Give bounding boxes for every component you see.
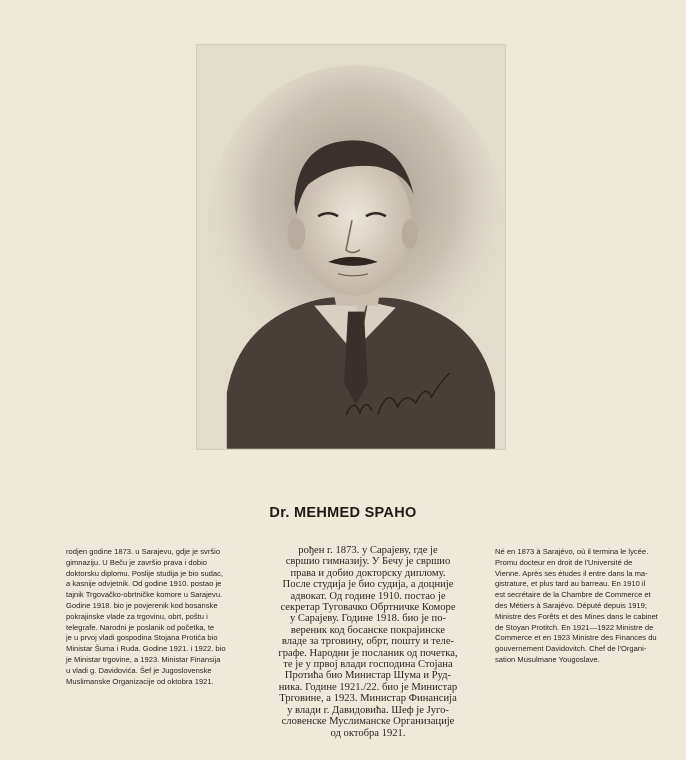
- portrait-engraving-icon: [197, 45, 505, 449]
- biography-cyrillic: рођен г. 1873. у Сарајеву, где је свршио гимназију. У Бечу је свршио права и добио докторску диплому. После студија је био судија, а доцније адвокат. Од године 1910. постао је секретар Туговачко Обртничке Коморе у Сарајеву. Године 1918. био је по- вереник код босанске покрајинске владе за трговину, обрт, пошту и теле- графе. Народни је посланик од почетка, те је у првој влади господина Стојана Протића био Министар Шума и Руд- ника. Године 1921./22. био је Министар Трговине, а 1923. Министар Финансија у влади г. Давидовића. Шеф је Југо- словенске Муслиманске Организације од октобра 1921.: [278, 545, 458, 739]
- page-title: Dr. MEHMED SPAHO: [269, 505, 417, 521]
- portrait-photo: [196, 44, 506, 450]
- biography-croatian: rodjen godine 1873. u Sarajevu, gdje je svršio gimnaziju. U Beču je završio prava i dobio doktorsku diplomu. Poslije studija je bio sudac, a kasnije odvjetnik. Od godine 1910. postao je tajnik Trgovačko-obrtničke komore u Sarajevu. Godine 1918. bio je povjerenik kod bosanske pokrajinske vlade za trgovinu, obrt, poštu i telegrafe. Narodni je poslanik od početka, te je u prvoj vladi gospodina Stojana Protića bio Ministar Šuma i Ruda. Godine 1921. i 1922. bio je Ministar trgovine, a 1923. Ministar Finansija u vladi g. Davidovića. Šef je Jugoslovenske Muslimanske Organizacije od oktobra 1921.: [66, 547, 226, 686]
- biography-french: Né en 1873 à Sarajévo, où il termina le lycée. Promu docteur en droit de l'Université de Vienne. Après ses études il entre dans la ma- gistrature, et plus tard au barreau. En 1910 il est secrétaire de la Chambre de Commerce et des Métiers à Sarajévo. Député depuis 1919; Ministre des Forêts et des Mines dans le cabinet de Stoyan Protitch. En 1921—1922 Ministre de Commerce et en 1923 Ministre des Finances du gouvernement Davidovitch. Chef de l'Organi- sation Musulmane Yougoslave.: [495, 547, 658, 664]
